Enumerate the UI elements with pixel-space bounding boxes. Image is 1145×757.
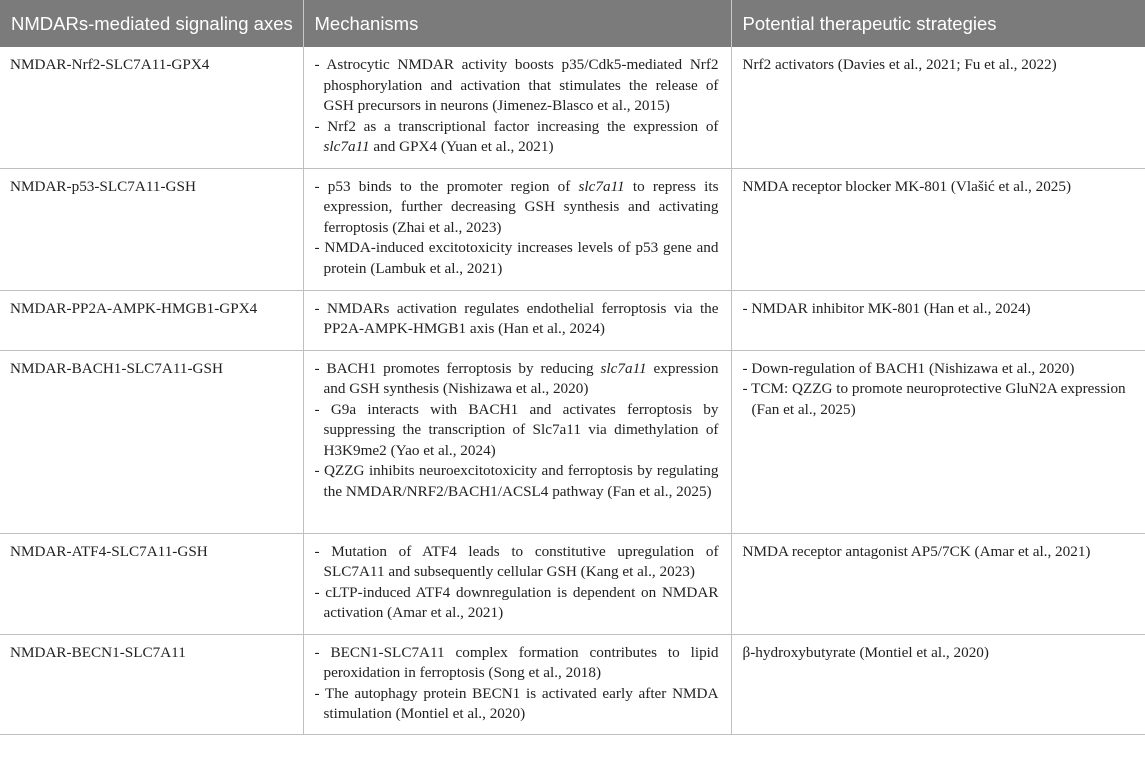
- therapy-item: - NMDAR inhibitor MK-801 (Han et al., 2024): [742, 299, 1031, 317]
- mechanisms-cell: [303, 634, 731, 734]
- therapy-item: - Down-regulation of BACH1 (Nishizawa et al., 2020): [742, 359, 1075, 377]
- mechanism-item: - NMDA-induced excitotoxicity increases levels of p53 gene and protein (Lambuk et al., 2021): [314, 239, 719, 277]
- therapy-item: NMDA receptor blocker MK-801 (Vlašić et al., 2025): [742, 177, 1072, 195]
- axis-cell: NMDAR-BACH1-SLC7A11-GSH: [0, 350, 303, 533]
- table-header: [0, 0, 1145, 47]
- axis-cell: NMDAR-ATF4-SLC7A11-GSH: [0, 533, 303, 634]
- axis-cell: NMDAR-PP2A-AMPK-HMGB1-GPX4: [0, 290, 303, 350]
- therapies-cell: [731, 290, 1145, 350]
- axis-cell: NMDAR-Nrf2-SLC7A11-GPX4: [0, 47, 303, 168]
- therapy-item: - TCM: QZZG to promote neuroprotective GluN2A expression (Fan et al., 2025): [742, 380, 1126, 418]
- mechanism-item: - BACH1 promotes ferroptosis by reducing slc7a11 expression and GSH synthesis (Nishizawa et al., 2020): [314, 359, 719, 397]
- header-row: [0, 0, 1145, 47]
- mechanisms-cell: [303, 168, 731, 290]
- mechanism-item: - The autophagy protein BECN1 is activated early after NMDA stimulation (Montiel et al., 2020): [314, 684, 719, 722]
- mechanism-item: - BECN1-SLC7A11 complex formation contributes to lipid peroxidation in ferroptosis (Song et al., 2018): [314, 643, 719, 681]
- therapies-cell: [731, 168, 1145, 290]
- table-row: [0, 168, 1145, 290]
- mechanism-item: - p53 binds to the promoter region of slc7a11 to repress its expression, further decreasing GSH synthesis and activating ferroptosis (Zhai et al., 2023): [314, 177, 719, 236]
- table-row: [0, 533, 1145, 634]
- header-mechanisms: Mechanisms: [303, 0, 731, 47]
- mechanism-item: - Mutation of ATF4 leads to constitutive upregulation of SLC7A11 and subsequently cellular GSH (Kang et al., 2023): [314, 542, 719, 580]
- table-row: [0, 634, 1145, 734]
- therapies-cell: [731, 634, 1145, 734]
- mechanism-item: - NMDARs activation regulates endothelial ferroptosis via the PP2A-AMPK-HMGB1 axis (Han et al., 2024): [314, 299, 719, 337]
- table-row: [0, 350, 1145, 533]
- header-therapeutic-strategies: Potential therapeutic strategies: [731, 0, 1145, 47]
- axis-cell: NMDAR-BECN1-SLC7A11: [0, 634, 303, 734]
- mechanisms-cell: [303, 350, 731, 533]
- mechanism-item: - G9a interacts with BACH1 and activates ferroptosis by suppressing the transcription of Slc7a11 via dimethylation of H3K9me2 (Yao et al., 2024): [314, 400, 719, 459]
- therapy-item: β-hydroxybutyrate (Montiel et al., 2020): [742, 643, 989, 661]
- therapies-cell: [731, 47, 1145, 168]
- mechanism-item: - Nrf2 as a transcriptional factor increasing the expression of slc7a11 and GPX4 (Yuan et al., 2021): [314, 117, 719, 155]
- mechanism-item: - Astrocytic NMDAR activity boosts p35/Cdk5-mediated Nrf2 phosphorylation and activation that stimulates the release of GSH precursors in neurons (Jimenez-Blasco et al., 2015): [314, 56, 719, 114]
- therapy-item: Nrf2 activators (Davies et al., 2021; Fu et al., 2022): [742, 56, 1057, 73]
- mechanisms-cell: [303, 47, 731, 168]
- table-row: [0, 47, 1145, 168]
- header-axes: NMDARs-mediated signaling axes: [0, 0, 303, 47]
- therapy-item: NMDA receptor antagonist AP5/7CK (Amar et al., 2021): [742, 542, 1091, 560]
- therapies-cell: [731, 350, 1145, 533]
- mechanism-item: - cLTP-induced ATF4 downregulation is dependent on NMDAR activation (Amar et al., 2021): [314, 583, 719, 621]
- mechanism-item: - QZZG inhibits neuroexcitotoxicity and ferroptosis by regulating the NMDAR/NRF2/BACH1/ACSL4 pathway (Fan et al., 2025): [314, 462, 719, 500]
- therapies-cell: [731, 533, 1145, 634]
- mechanisms-cell: [303, 533, 731, 634]
- mechanisms-cell: [303, 290, 731, 350]
- table-row: [0, 290, 1145, 350]
- axis-cell: NMDAR-p53-SLC7A11-GSH: [0, 168, 303, 290]
